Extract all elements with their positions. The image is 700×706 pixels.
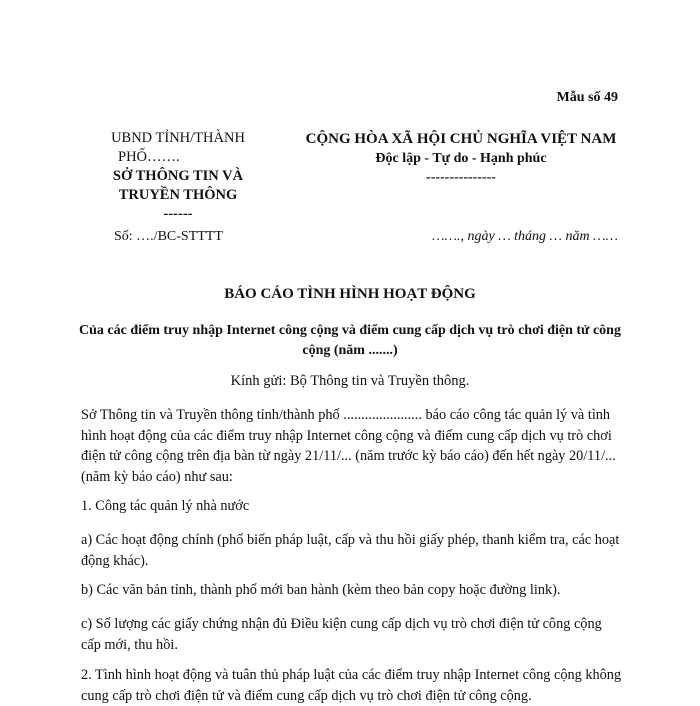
national-header-block xyxy=(278,130,644,187)
document-number: Số: …./BC-STTTT xyxy=(114,229,223,244)
report-subtitle: Của các điểm truy nhập Internet công cộng và điểm cung cấp dịch vụ trò chơi điện tử công cộng (năm .......) xyxy=(79,323,621,358)
issuing-authority-block xyxy=(88,129,268,224)
section-1b-paragraph: b) Các văn bản tỉnh, thành phố mới ban hành (kèm theo bản copy hoặc đường link). xyxy=(81,582,561,598)
section-2-heading: 2. Tình hình hoạt động và tuân thủ pháp luật của các điểm truy nhập Internet công cộng không cung cấp trò chơi điện tử và điểm cung cấp dịch vụ trò chơi điện tử công cộng. xyxy=(81,667,622,704)
motto-separator: --------------- xyxy=(426,170,496,185)
authority-line-1: UBND TỈNH/THÀNH xyxy=(111,130,245,146)
authority-separator: ------ xyxy=(163,206,193,222)
national-motto: Độc lập - Tự do - Hạnh phúc xyxy=(375,151,547,166)
department-line-1: SỞ THÔNG TIN VÀ xyxy=(112,168,244,184)
report-title: BÁO CÁO TÌNH HÌNH HOẠT ĐỘNG xyxy=(224,286,476,302)
form-number: Mẫu số 49 xyxy=(556,90,618,105)
recipient-line: Kính gửi: Bộ Thông tin và Truyền thông. xyxy=(230,373,470,389)
section-1a-paragraph: a) Các hoạt động chính (phổ biến pháp luật, cấp và thu hồi giấy phép, thanh kiểm tra, các hoạt động khác). xyxy=(81,532,620,569)
authority-line-2: PHỐ……. xyxy=(118,149,180,165)
intro-paragraph: Sở Thông tin và Truyền thông tỉnh/thành phố ...................... báo cáo công tác quản lý và tình hình hoạt động của các điểm truy nhập Internet công cộng và điểm cung cấp dịch vụ trò chơi điện tử công cộng trên địa bàn từ ngày 21/11/... (năm trước kỳ báo cáo) đến hết ngày 20/11/... (năm kỳ báo cáo) như sau: xyxy=(81,407,616,485)
section-1c-paragraph: c) Số lượng các giấy chứng nhận đủ Điều kiện cung cấp dịch vụ trò chơi điện tử công cộng cấp mới, thu hồi. xyxy=(81,616,602,653)
place-and-date: ……., ngày … tháng … năm …… xyxy=(432,229,618,244)
nation-name: CỘNG HÒA XÃ HỘI CHỦ NGHĨA VIỆT NAM xyxy=(305,131,617,147)
department-line-2: TRUYỀN THÔNG xyxy=(118,187,238,203)
section-1-heading: 1. Công tác quản lý nhà nước xyxy=(81,498,250,514)
